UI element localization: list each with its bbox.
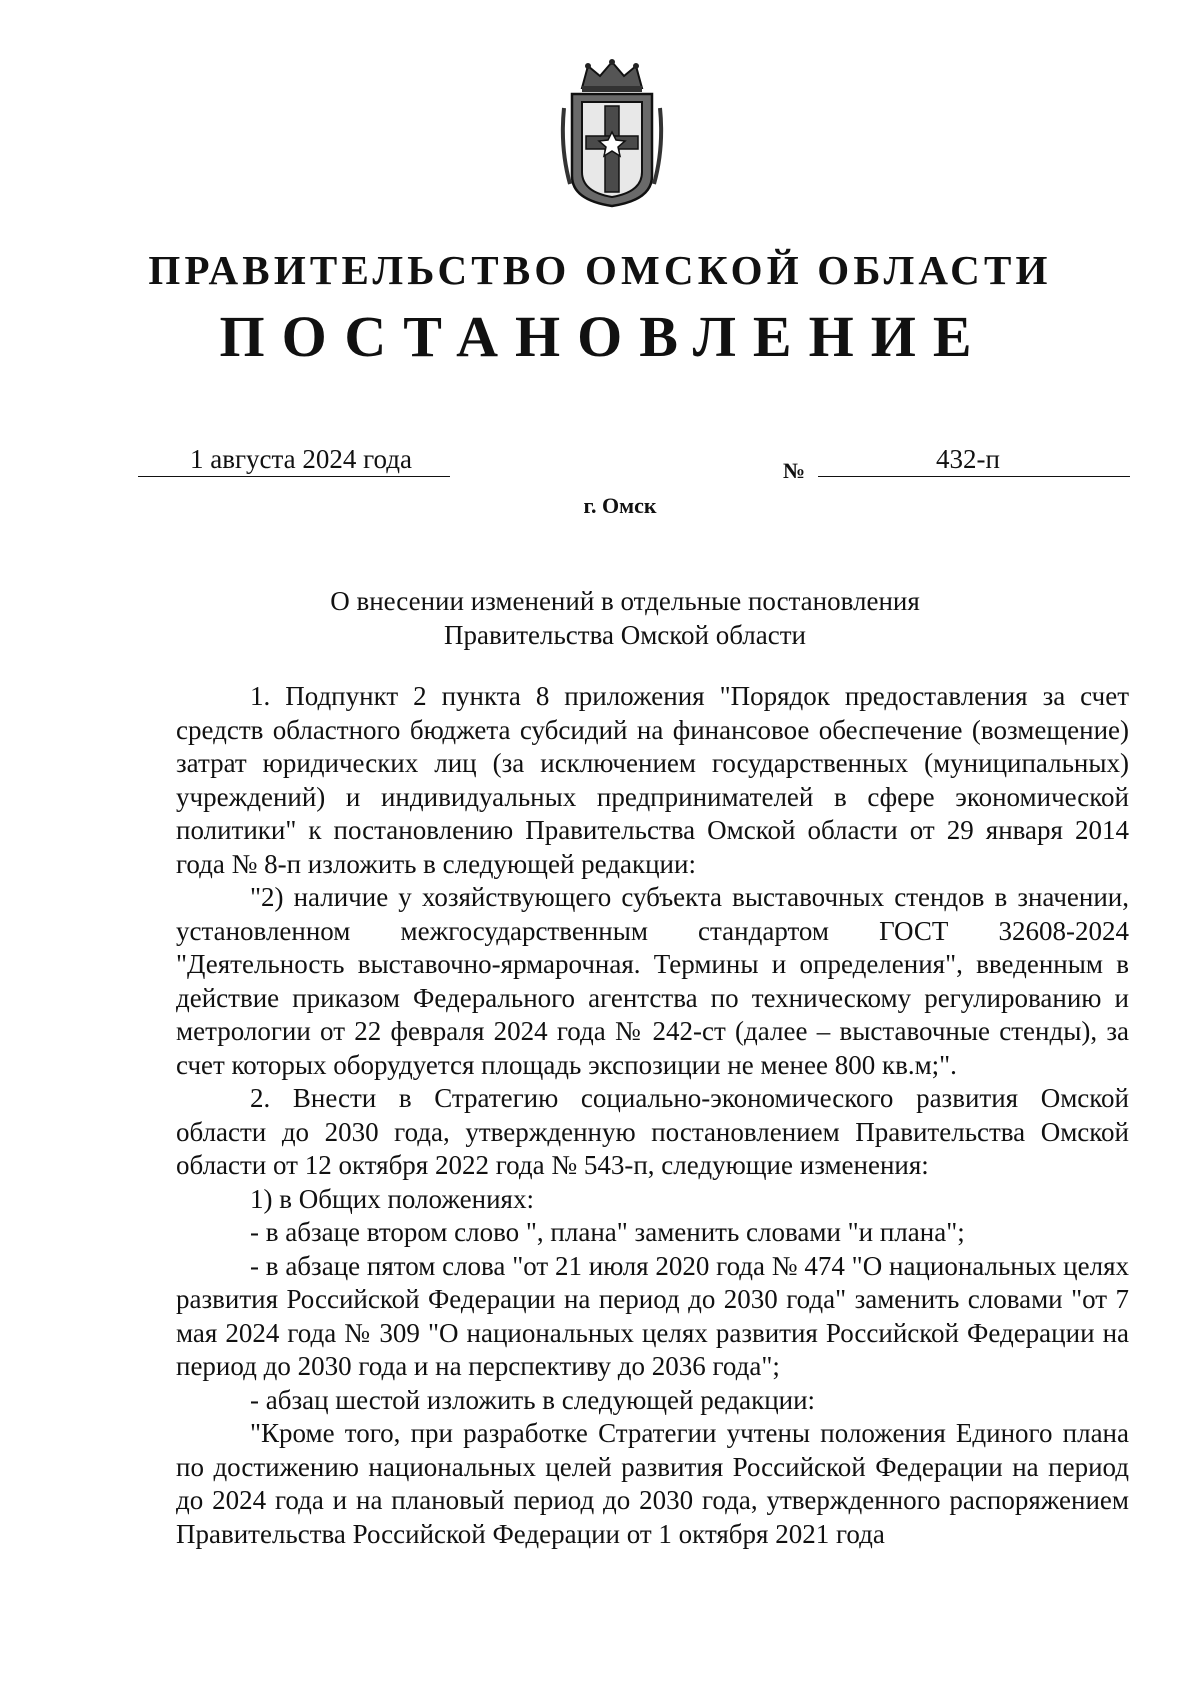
document-date: 1 августа 2024 года bbox=[190, 444, 412, 474]
paragraph: - в абзаце пятом слова "от 21 июля 2020 года № 474 "О национальных целях развития Российской Федерации на период до 2030 года" заменить словами "от 7 мая 2024 года № 309 "О национальных целях развития Российской Федерации на период до 2030 года и на перспективу до 2036 года"; bbox=[176, 1250, 1129, 1381]
paragraph: "Кроме того, при разработке Стратегии учтены положения Единого плана по достижению национальных целей развития Российской Федерации на период до 2024 года и на плановый период до 2030 года, утвержденного распоряжением Правительства Российской Федерации от 1 октября 2021 года bbox=[176, 1418, 1129, 1549]
paragraph: 1) в Общих положениях: bbox=[250, 1183, 534, 1214]
subject-line-2: Правительства Омской области bbox=[444, 620, 806, 650]
paragraph: 2. Внести в Стратегию социально-экономического развития Омской области до 2030 года, утвержденную постановлением Правительства Омской области от 12 октября 2022 года № 543-п, следующие изменения: bbox=[176, 1083, 1129, 1180]
document-type: ПОСТАНОВЛЕНИЕ bbox=[219, 304, 989, 369]
document-number: 432-п bbox=[936, 444, 1000, 474]
paragraph: 1. Подпункт 2 пункта 8 приложения "Порядок предоставления за счет средств областного бюджета субсидий на финансовое обеспечение (возмещение) затрат юридических лиц (за исключением государственных (муниципальных) учреждений) и индивидуальных предпринимателей в сфере экономической политики" к постановлению Правительства Омской области от 29 января 2014 года № 8-п изложить в следующей редакции: bbox=[176, 681, 1129, 879]
paragraph: - абзац шестой изложить в следующей редакции: bbox=[250, 1384, 816, 1415]
subject-line-1: О внесении изменений в отдельные постановления bbox=[330, 586, 920, 616]
number-sign: № bbox=[783, 458, 806, 483]
coat-of-arms-icon bbox=[558, 58, 666, 208]
number-field bbox=[818, 442, 1130, 477]
paragraph: "2) наличие у хозяйствующего субъекта выставочных стендов в значении, установленном межгосударственным стандартом ГОСТ 32608-2024 "Деятельность выставочно-ярмарочная. Термины и определения", введенным в действие приказом Федерального агентства по техническому регулированию и метрологии от 22 февраля 2024 года № 242-ст (далее – выставочные стенды), за счет которых оборудуется площадь экспозиции не менее 800 кв.м;". bbox=[176, 882, 1129, 1080]
government-name: ПРАВИТЕЛЬСТВО ОМСКОЙ ОБЛАСТИ bbox=[148, 247, 1052, 293]
city-name: г. Омск bbox=[583, 493, 657, 518]
paragraph: - в абзаце втором слово ", плана" заменить словами "и плана"; bbox=[250, 1217, 965, 1247]
date-field bbox=[138, 442, 450, 477]
document-body bbox=[176, 680, 1129, 1551]
document-subject bbox=[0, 584, 1200, 652]
